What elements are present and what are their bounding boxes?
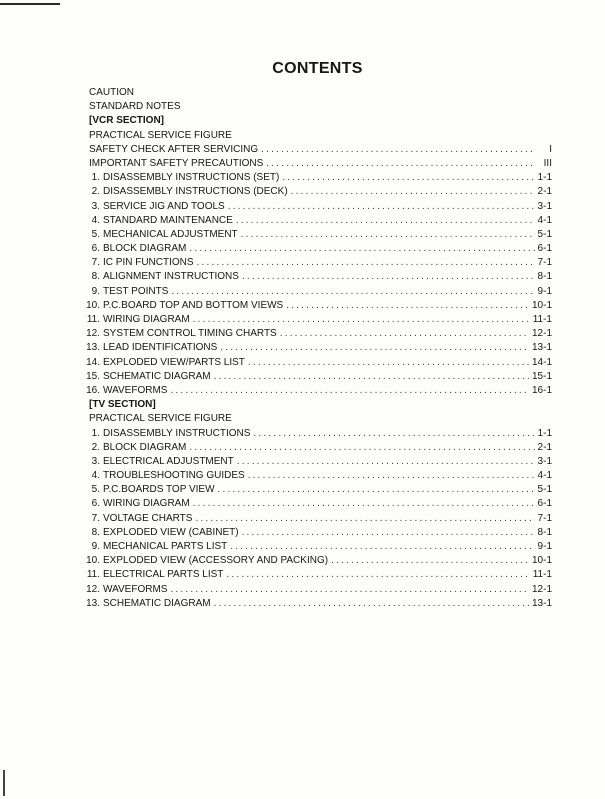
toc-entry-page: 12-1 — [531, 583, 552, 595]
toc-entry-number: 6. — [91, 498, 100, 510]
dot-leader — [228, 200, 535, 214]
toc-entry[interactable] — [82, 256, 552, 270]
toc-front-item — [82, 86, 552, 100]
dot-leader — [214, 597, 529, 611]
toc-entry-page: 7-1 — [537, 512, 552, 524]
dot-leader — [171, 285, 534, 299]
toc-entry-label: P.C.BOARD TOP AND BOTTOM VIEWS — [103, 299, 284, 311]
toc-entry-number: 15. — [86, 370, 100, 382]
toc-entry-label: MECHANICAL PARTS LIST — [103, 541, 228, 552]
dot-leader — [253, 427, 534, 441]
toc-entry[interactable] — [82, 228, 552, 242]
toc-entry-page: 8-1 — [537, 526, 552, 538]
toc-entry-page: 3-1 — [537, 200, 552, 212]
toc-entry-number: 10. — [86, 555, 100, 567]
toc-entry-number: 11. — [86, 569, 100, 581]
toc-entry-label: SAFETY CHECK AFTER SERVICING — [89, 143, 259, 155]
toc-entry-number: 11. — [86, 314, 100, 325]
toc-entry[interactable] — [82, 469, 552, 483]
toc-entry-number: 5. — [91, 484, 100, 496]
dot-leader — [170, 384, 529, 398]
vcr-section-heading: [VCR SECTION] — [89, 115, 164, 127]
toc-entry[interactable] — [82, 341, 552, 355]
toc-entry-page: 11-1 — [532, 314, 552, 325]
toc-entry[interactable] — [82, 370, 552, 384]
dot-leader — [248, 356, 529, 370]
dot-leader — [280, 327, 529, 341]
toc-entry[interactable] — [82, 270, 552, 284]
toc-front-item — [82, 100, 552, 114]
toc-entry[interactable] — [82, 554, 552, 568]
dot-leader — [261, 143, 535, 157]
toc-entry[interactable] — [82, 143, 552, 157]
toc-entry-page: 3-1 — [537, 455, 552, 467]
dot-leader — [266, 157, 535, 171]
dot-leader — [242, 526, 535, 540]
tv-section-subheading: PRACTICAL SERVICE FIGURE — [89, 413, 232, 425]
toc-entry[interactable] — [82, 526, 552, 540]
toc-entry[interactable] — [82, 597, 552, 611]
dot-leader — [237, 455, 535, 469]
toc-entry-label: STANDARD NOTES — [89, 101, 181, 113]
toc-entry-number: 3. — [91, 200, 100, 212]
toc-entry-page: 9-1 — [537, 541, 552, 552]
toc-entry-number: 3. — [91, 455, 100, 467]
toc-entry-label: SERVICE JIG AND TOOLS — [103, 200, 225, 212]
dot-leader — [193, 313, 530, 327]
toc-entry-label: LEAD IDENTIFICATIONS — [103, 342, 218, 354]
scan-edge-mark — [0, 3, 60, 5]
toc-entry-label: SCHEMATIC DIAGRAM — [103, 370, 211, 382]
toc-entry[interactable] — [82, 285, 552, 299]
toc-entry-label: CAUTION — [89, 87, 134, 98]
toc-entry[interactable] — [82, 427, 552, 441]
toc-entry-label: EXPLODED VIEW/PARTS LIST — [103, 356, 245, 368]
toc-entry[interactable] — [82, 483, 552, 497]
toc-entry-number: 7. — [91, 257, 100, 269]
toc-entry-label: IMPORTANT SAFETY PRECAUTIONS — [89, 157, 264, 169]
dot-leader — [220, 341, 529, 355]
toc-entry-label: ALIGNMENT INSTRUCTIONS — [103, 271, 239, 283]
toc-entry-label: ELECTRICAL ADJUSTMENT — [103, 455, 234, 467]
toc-entry[interactable] — [82, 568, 552, 582]
toc-entry[interactable] — [82, 157, 552, 171]
dot-leader — [189, 441, 534, 455]
toc-entry-number: 13. — [86, 342, 100, 354]
toc-entry-label: EXPLODED VIEW (ACCESSORY AND PACKING) — [103, 555, 329, 567]
toc-entry[interactable] — [82, 171, 552, 185]
dot-leader — [226, 568, 529, 582]
toc-entry-page: III — [543, 157, 552, 169]
toc-entry-number: 1. — [91, 427, 100, 439]
toc-entry-number: 13. — [86, 597, 100, 609]
dot-leader — [170, 583, 529, 597]
vcr-section-subheading: PRACTICAL SERVICE FIGURE — [89, 129, 232, 141]
toc-entry-label: BLOCK DIAGRAM — [103, 441, 187, 453]
toc-entry-label: WIRING DIAGRAM — [103, 314, 190, 325]
toc-entry-number: 5. — [91, 228, 100, 240]
toc-entry-label: VOLTAGE CHARTS — [103, 512, 193, 524]
table-of-contents — [82, 86, 552, 611]
toc-entry[interactable] — [82, 540, 552, 554]
toc-entry-number: 16. — [86, 384, 100, 396]
toc-entry[interactable] — [82, 185, 552, 199]
toc-entry-page: 8-1 — [537, 271, 552, 283]
toc-entry-number: 1. — [91, 172, 100, 184]
toc-entry-page: 2-1 — [537, 186, 552, 198]
toc-entry[interactable] — [82, 384, 552, 398]
dot-leader — [331, 554, 529, 568]
toc-entry-label: WIRING DIAGRAM — [103, 498, 190, 510]
toc-entry-number: 12. — [86, 583, 100, 595]
dot-leader — [248, 469, 535, 483]
toc-entry-page: 11-1 — [532, 569, 552, 581]
toc-entry-label: IC PIN FUNCTIONS — [103, 257, 194, 269]
toc-entry[interactable] — [82, 455, 552, 469]
toc-entry-page: 10-1 — [531, 299, 552, 311]
toc-entry[interactable] — [82, 214, 552, 228]
toc-entry-page: 12-1 — [531, 328, 552, 340]
toc-entry-number: 4. — [91, 214, 100, 226]
toc-entry-page: 2-1 — [537, 441, 552, 453]
dot-leader — [291, 185, 535, 199]
toc-entry-label: MECHANICAL ADJUSTMENT — [103, 228, 238, 240]
dot-leader — [242, 270, 535, 284]
toc-entry-page: 6-1 — [537, 243, 552, 255]
toc-entry-number: 6. — [91, 243, 100, 255]
toc-entry-number: 10. — [86, 299, 100, 311]
dot-leader — [197, 256, 535, 270]
toc-entry-page: 10-1 — [531, 555, 552, 567]
toc-entry[interactable] — [82, 200, 552, 214]
toc-entry-label: WAVEFORMS — [103, 384, 168, 396]
toc-entry-page: 9-1 — [537, 285, 552, 297]
toc-entry-page: 4-1 — [537, 470, 552, 482]
toc-entry[interactable] — [82, 512, 552, 526]
dot-leader — [230, 540, 534, 554]
toc-entry-page: 15-1 — [531, 370, 552, 382]
dot-leader — [193, 497, 535, 511]
toc-entry-page: I — [549, 143, 552, 155]
toc-entry-label: EXPLODED VIEW (CABINET) — [103, 526, 239, 538]
toc-entry-label: TEST POINTS — [103, 285, 169, 297]
toc-entry-label: BLOCK DIAGRAM — [103, 243, 187, 255]
toc-entry-page: 16-1 — [531, 384, 552, 396]
toc-entry-page: 1-1 — [537, 427, 552, 439]
toc-entry-page: 14-1 — [531, 356, 552, 368]
page-title: CONTENTS — [272, 60, 363, 77]
toc-entry-label: TROUBLESHOOTING GUIDES — [103, 470, 245, 482]
toc-entry-label: DISASSEMBLY INSTRUCTIONS (SET) — [103, 172, 280, 184]
toc-entry-label: P.C.BOARDS TOP VIEW — [103, 484, 215, 496]
dot-leader — [236, 214, 535, 228]
toc-entry[interactable] — [82, 497, 552, 511]
toc-entry[interactable] — [82, 299, 552, 313]
toc-entry-page: 5-1 — [537, 484, 552, 496]
dot-leader — [195, 512, 534, 526]
toc-entry-label: SYSTEM CONTROL TIMING CHARTS — [103, 328, 277, 340]
toc-entry-label: DISASSEMBLY INSTRUCTIONS — [103, 427, 251, 439]
toc-entry-label: DISASSEMBLY INSTRUCTIONS (DECK) — [103, 186, 288, 198]
toc-entry-page: 6-1 — [537, 498, 552, 510]
toc-entry-number: 14. — [86, 356, 100, 368]
dot-leader — [241, 228, 535, 242]
toc-entry-number: 2. — [91, 441, 100, 453]
toc-entry-page: 1-1 — [537, 172, 552, 184]
toc-entry[interactable] — [82, 356, 552, 370]
toc-entry-page: 13-1 — [531, 597, 552, 609]
dot-leader — [286, 299, 529, 313]
toc-entry-number: 4. — [91, 470, 100, 482]
dot-leader — [282, 171, 534, 185]
dot-leader — [189, 242, 534, 256]
toc-entry[interactable] — [82, 583, 552, 597]
scan-edge-mark — [3, 770, 5, 796]
toc-entry-page: 5-1 — [537, 228, 552, 240]
toc-entry-page: 7-1 — [537, 257, 552, 269]
toc-entry-number: 7. — [91, 512, 100, 524]
dot-leader — [218, 483, 535, 497]
toc-entry[interactable] — [82, 242, 552, 256]
toc-entry-number: 12. — [86, 328, 100, 340]
toc-entry-label: SCHEMATIC DIAGRAM — [103, 597, 211, 609]
toc-entry-page: 4-1 — [537, 214, 552, 226]
toc-entry-number: 2. — [91, 186, 100, 198]
toc-entry-label: ELECTRICAL PARTS LIST — [103, 569, 224, 581]
toc-entry-number: 8. — [91, 526, 100, 538]
toc-entry[interactable] — [82, 327, 552, 341]
toc-entry-label: STANDARD MAINTENANCE — [103, 214, 233, 226]
toc-entry[interactable] — [82, 313, 552, 327]
tv-section-heading: [TV SECTION] — [89, 399, 156, 411]
dot-leader — [214, 370, 529, 384]
toc-entry-label: WAVEFORMS — [103, 583, 168, 595]
toc-entry-number: 8. — [91, 271, 100, 283]
toc-entry-number: 9. — [91, 285, 100, 297]
toc-entry-number: 9. — [91, 541, 100, 552]
toc-entry[interactable] — [82, 441, 552, 455]
toc-entry-page: 13-1 — [531, 342, 552, 354]
